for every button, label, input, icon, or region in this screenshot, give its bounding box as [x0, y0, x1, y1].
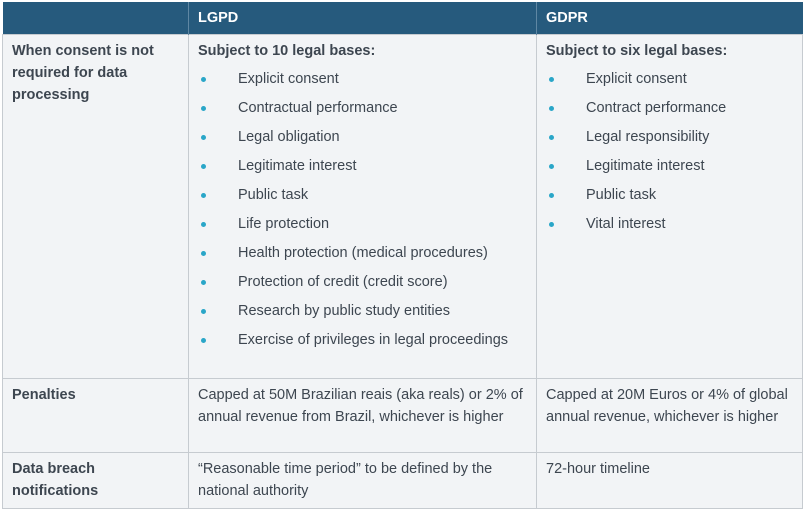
- list-item: [198, 152, 528, 181]
- row-label-penalties: Penalties: [3, 378, 189, 452]
- bullet-icon: [201, 280, 206, 285]
- list-item: [198, 65, 528, 94]
- list-item: [198, 239, 528, 268]
- row-penalties: [3, 378, 803, 452]
- list-item: [198, 326, 528, 355]
- cell-consent-gdpr: [537, 34, 803, 378]
- cell-breach-lgpd: “Reasonable time period” to be defined by the national authority: [189, 452, 537, 508]
- list-item-text: Explicit consent: [586, 70, 687, 87]
- list-item: [546, 94, 794, 123]
- list-item-text: Protection of credit (credit score): [238, 273, 448, 290]
- list-item-text: Exercise of privileges in legal proceedings: [238, 331, 509, 348]
- list-item-text: Contract performance: [586, 99, 727, 116]
- bullet-icon: [201, 77, 206, 82]
- header-row: [3, 2, 803, 34]
- list-item: [546, 123, 794, 152]
- list-item-text: Contractual performance: [238, 99, 398, 116]
- list-item: [198, 181, 528, 210]
- list-item: [198, 297, 528, 326]
- list-item-text: Life protection: [238, 215, 330, 232]
- bullet-icon: [201, 193, 206, 198]
- list-item-text: Health protection (medical procedures): [238, 244, 488, 261]
- list-item-text: Legal responsibility: [586, 128, 710, 145]
- list-item: [198, 210, 528, 239]
- comparison-table: [2, 2, 803, 509]
- bullet-icon: [201, 222, 206, 227]
- header-corner-cell: [3, 2, 189, 34]
- header-lgpd: LGPD: [189, 2, 537, 34]
- list-item-text: Legitimate interest: [586, 157, 705, 174]
- list-item-text: Public task: [586, 186, 657, 203]
- bullet-icon: [201, 309, 206, 314]
- row-label-consent: When consent is not required for data processing: [3, 34, 189, 378]
- bullet-icon: [201, 164, 206, 169]
- list-item-text: Explicit consent: [238, 70, 339, 87]
- list-item-text: Legitimate interest: [238, 157, 357, 174]
- row-label-breach: Data breach notifications: [3, 452, 189, 508]
- cell-breach-gdpr: 72-hour timeline: [537, 452, 803, 508]
- header-gdpr: GDPR: [537, 2, 803, 34]
- bullet-icon: [549, 222, 554, 227]
- bullet-icon: [549, 193, 554, 198]
- cell-consent-lgpd: [189, 34, 537, 378]
- row-consent: [3, 34, 803, 378]
- list-item: [546, 210, 794, 239]
- list-item: [198, 123, 528, 152]
- list-item-text: Research by public study entities: [238, 302, 450, 319]
- row-breach-notifications: [3, 452, 803, 508]
- list-item: [546, 65, 794, 94]
- list-item: [546, 181, 794, 210]
- gdpr-bases-heading: Subject to six legal bases:: [546, 42, 728, 59]
- list-item: [198, 94, 528, 123]
- list-item: [546, 152, 794, 181]
- list-item: [198, 268, 528, 297]
- list-item-text: Public task: [238, 186, 309, 203]
- bullet-icon: [201, 106, 206, 111]
- gdpr-bases-list: [546, 65, 794, 239]
- list-item-text: Legal obligation: [238, 128, 340, 145]
- bullet-icon: [549, 164, 554, 169]
- bullet-icon: [201, 338, 206, 343]
- lgpd-bases-heading: Subject to 10 legal bases:: [198, 42, 376, 59]
- bullet-icon: [549, 77, 554, 82]
- bullet-icon: [201, 251, 206, 256]
- cell-penalties-lgpd: Capped at 50M Brazilian reais (aka reals) or 2% of annual revenue from Brazil, whichever is higher: [189, 378, 537, 452]
- bullet-icon: [549, 135, 554, 140]
- list-item-text: Vital interest: [586, 215, 666, 232]
- cell-penalties-gdpr: Capped at 20M Euros or 4% of global annual revenue, whichever is higher: [537, 378, 803, 452]
- bullet-icon: [549, 106, 554, 111]
- bullet-icon: [201, 135, 206, 140]
- lgpd-bases-list: [198, 65, 528, 355]
